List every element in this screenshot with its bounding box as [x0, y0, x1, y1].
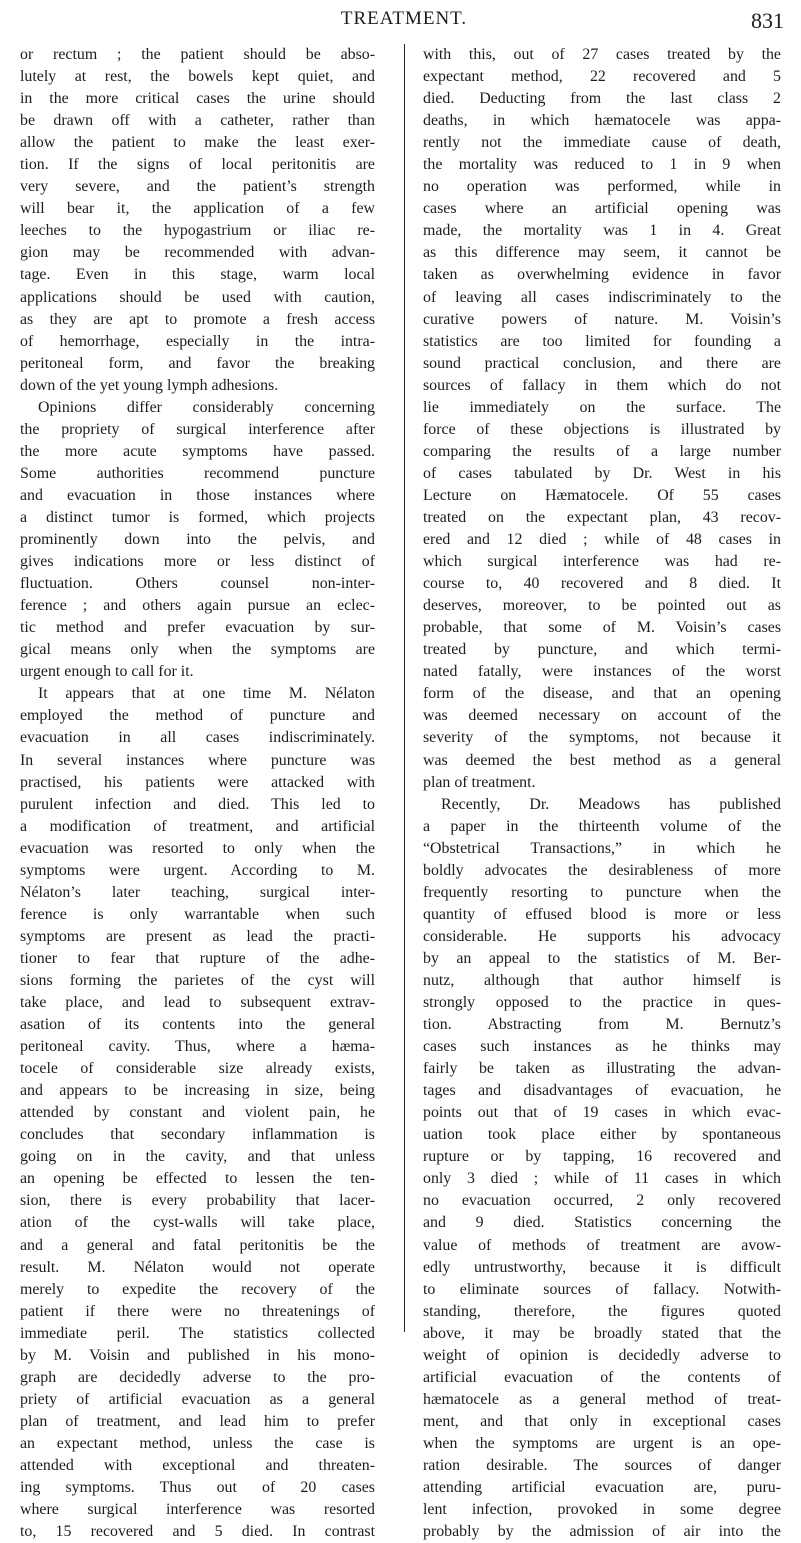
text-line: result. M. Nélaton would not operate — [20, 1258, 375, 1276]
text-line: form of the disease, and that an opening — [423, 685, 781, 703]
text-line: lie immediately on the surface. The — [423, 398, 781, 416]
text-line: fairly be taken as illustrating the advan- — [423, 1060, 781, 1078]
text-line: of cases tabulated by Dr. West in his — [423, 464, 781, 482]
text-line: nutz, although that author himself is — [423, 971, 781, 989]
text-line: course to, 40 recovered and 8 died. It — [423, 575, 781, 593]
text-line: boldly advocates the desirableness of more — [423, 861, 781, 879]
text-line: standing, therefore, the figures quoted — [423, 1302, 781, 1320]
text-line: gical means only when the symptoms are — [20, 641, 375, 659]
column-divider — [404, 44, 405, 1332]
text-line: an opening be effected to lessen the ten- — [20, 1170, 375, 1188]
right-column — [423, 44, 781, 1543]
text-line: of hemorrhage, especially in the intra- — [20, 332, 375, 350]
text-line: which surgical interference was had re- — [423, 553, 781, 571]
text-line: urgent enough to call for it. — [20, 663, 194, 681]
text-line: sources of fallacy in them which do not — [423, 376, 781, 394]
text-line: “Obstetrical Transactions,” in which he — [423, 839, 781, 857]
text-line: where surgical interference was resorted — [20, 1501, 375, 1519]
text-line: probably by the admission of air into the — [423, 1523, 781, 1541]
text-line: tioner to fear that rupture of the adhe- — [20, 949, 375, 967]
text-line: plan of treatment, and lead him to prefer — [20, 1412, 375, 1430]
text-line: leeches to the hypogastrium or iliac re- — [20, 222, 375, 240]
text-line: and a general and fatal peritonitis be the — [20, 1236, 375, 1254]
text-line: will bear it, the application of a few — [20, 200, 375, 218]
text-line: patient if there were no threatenings of — [20, 1302, 375, 1320]
text-line: peritoneal cavity. Thus, where a hæma- — [20, 1038, 375, 1056]
text-line: attended with exceptional and threaten- — [20, 1457, 375, 1474]
text-line: Opinions differ considerably concerning — [38, 398, 375, 416]
text-line: ment, and that only in exceptional cases — [423, 1412, 781, 1430]
text-line: evacuation in all cases indiscriminately. — [20, 729, 375, 747]
text-line: immediate peril. The statistics collected — [20, 1324, 375, 1342]
left-column — [20, 44, 375, 1543]
text-line: curative powers of nature. M. Voisin’s — [423, 310, 781, 328]
text-line: gives indications more or less distinct of — [20, 553, 375, 571]
running-title: TREATMENT. — [340, 8, 468, 29]
text-line: fluctuation. Others counsel non-inter- — [20, 575, 375, 593]
text-line: tage. Even in this stage, warm local — [20, 266, 375, 284]
text-line: severity of the symptoms, not because it — [423, 729, 781, 747]
text-line: tages and disadvantages of evacuation, he — [423, 1082, 781, 1100]
text-line: lent infection, provoked in some degree — [423, 1501, 781, 1519]
text-line: graph are decidedly adverse to the pro- — [20, 1368, 375, 1386]
text-line: taken as overwhelming evidence in favor — [423, 266, 781, 284]
text-line: very severe, and the patient’s strength — [20, 178, 375, 196]
text-line: practised, his patients were attacked with — [20, 773, 375, 791]
text-line: symptoms were urgent. According to M. — [20, 861, 375, 879]
text-line: going on in the cavity, and that unless — [20, 1148, 375, 1166]
text-line: be drawn off with a catheter, rather than — [20, 112, 375, 130]
text-line: by an appeal to the statistics of M. Ber- — [423, 949, 781, 967]
text-line: treated by puncture, and which termi- — [423, 641, 781, 659]
text-line: sions forming the parietes of the cyst will — [20, 971, 375, 989]
text-line: ference is only warrantable when such — [20, 905, 375, 923]
text-line: to, 15 recovered and 5 died. In contrast — [20, 1523, 375, 1541]
text-line: weight of opinion is decidedly adverse to — [423, 1346, 781, 1364]
text-line: ference ; and others again pursue an eclec- — [20, 597, 375, 615]
text-line: the propriety of surgical interference after — [20, 420, 375, 438]
text-line: with this, out of 27 cases treated by the — [423, 46, 781, 63]
text-line: was deemed necessary on account of the — [423, 707, 781, 725]
text-line: attended by constant and violent pain, he — [20, 1104, 375, 1122]
text-line: above, it may be broadly stated that the — [423, 1324, 781, 1342]
text-line: sound practical conclusion, and there are — [423, 354, 781, 372]
text-line: value of methods of treatment are avow- — [423, 1236, 781, 1254]
text-line: Recently, Dr. Meadows has published — [441, 795, 781, 813]
text-line: considerable. He supports his advocacy — [423, 927, 781, 945]
text-line: Some authorities recommend puncture — [20, 464, 375, 482]
text-line: deserves, moreover, to be pointed out as — [423, 597, 781, 615]
text-line: attending artificial evacuation are, puru- — [423, 1479, 781, 1497]
text-line: statistics are too limited for founding a — [423, 332, 781, 350]
running-header — [24, 8, 784, 32]
text-line: artificial evacuation of the contents of — [423, 1368, 781, 1386]
text-line: by M. Voisin and published in his mono- — [20, 1346, 375, 1364]
text-line: was deemed the best method as a general — [423, 751, 781, 769]
text-line: allow the patient to make the least exer- — [20, 134, 375, 152]
text-line: applications should be used with caution, — [20, 288, 375, 306]
text-line: to eliminate sources of fallacy. Notwith- — [423, 1280, 781, 1298]
text-line: only 3 died ; while of 11 cases in which — [423, 1170, 781, 1188]
text-line: purulent infection and died. This led to — [20, 795, 375, 813]
text-line: plan of treatment. — [423, 773, 536, 791]
text-line: lutely at rest, the bowels kept quiet, and — [20, 68, 375, 86]
text-line: cases such instances as he thinks may — [423, 1038, 781, 1056]
text-line: probable, that some of M. Voisin’s cases — [423, 619, 781, 637]
text-line: prominently down into the pelvis, and — [20, 531, 375, 549]
text-line: asation of its contents into the general — [20, 1016, 375, 1034]
page-number: 831 — [751, 8, 784, 33]
text-line: tic method and prefer evacuation by sur- — [20, 619, 375, 637]
text-line: sion, there is every probability that lacer- — [20, 1192, 375, 1210]
text-line: frequently resorting to puncture when the — [423, 883, 781, 901]
text-line: peritoneal form, and favor the breaking — [20, 354, 375, 372]
text-line: symptoms are present as lead the practi- — [20, 927, 375, 945]
text-line: take place, and lead to subsequent extrav- — [20, 994, 375, 1012]
text-line: quantity of effused blood is more or less — [423, 905, 781, 923]
text-line: tion. If the signs of local peritonitis are — [20, 156, 375, 174]
text-line: rupture or by tapping, 16 recovered and — [423, 1148, 781, 1166]
text-line: as they are apt to promote a fresh access — [20, 310, 375, 328]
text-line: tion. Abstracting from M. Bernutz’s — [423, 1016, 781, 1034]
text-line: expectant method, 22 recovered and 5 — [423, 68, 781, 86]
text-line: points out that of 19 cases in which evac- — [423, 1104, 781, 1122]
text-line: force of these objections is illustrated by — [423, 420, 781, 438]
text-line: made, the mortality was 1 in 4. Great — [423, 222, 781, 240]
text-line: strongly opposed to the practice in ques- — [423, 994, 781, 1012]
text-line: nated fatally, were instances of the worst — [423, 663, 781, 681]
text-line: no operation was performed, while in — [423, 178, 781, 196]
text-line: ation of the cyst-walls will take place, — [20, 1214, 375, 1232]
text-line: or rectum ; the patient should be abso- — [20, 46, 375, 63]
text-line: of leaving all cases indiscriminately to the — [423, 288, 781, 306]
text-line: priety of artificial evacuation as a general — [20, 1390, 375, 1408]
text-line: when the symptoms are urgent is an ope- — [423, 1434, 781, 1452]
text-line: ration desirable. The sources of danger — [423, 1457, 781, 1474]
text-line: gion may be recommended with advan- — [20, 244, 375, 262]
text-line: ing symptoms. Thus out of 20 cases — [20, 1479, 375, 1497]
text-line: the more acute symptoms have passed. — [20, 442, 375, 460]
text-line: Nélaton’s later teaching, surgical inter- — [20, 883, 375, 901]
text-line: down of the yet young lymph adhesions. — [20, 376, 279, 394]
text-line: comparing the results of a large number — [423, 442, 781, 460]
text-line: and appears to be increasing in size, being — [20, 1082, 375, 1100]
text-line: and evacuation in those instances where — [20, 486, 375, 504]
text-line: deaths, in which hæmatocele was appa- — [423, 112, 781, 130]
text-line: tocele of considerable size already exists, — [20, 1060, 375, 1078]
text-line: a distinct tumor is formed, which projects — [20, 508, 375, 526]
text-line: and 9 died. Statistics concerning the — [423, 1214, 781, 1232]
text-line: employed the method of puncture and — [20, 707, 375, 725]
text-line: a paper in the thirteenth volume of the — [423, 817, 781, 835]
text-line: uation took place either by spontaneous — [423, 1126, 781, 1144]
text-line: concludes that secondary inflammation is — [20, 1126, 375, 1144]
text-line: no evacuation occurred, 2 only recovered — [423, 1192, 781, 1210]
text-line: edly untrustworthy, because it is difficult — [423, 1258, 781, 1276]
text-line: hæmatocele as a general method of treat- — [423, 1390, 781, 1408]
text-line: treated on the expectant plan, 43 recov- — [423, 508, 781, 526]
text-line: evacuation was resorted to only when the — [20, 839, 375, 857]
text-line: In several instances where puncture was — [20, 751, 375, 769]
text-line: as this difference may seem, it cannot be — [423, 244, 781, 262]
text-line: It appears that at one time M. Nélaton — [38, 685, 375, 703]
text-line: cases where an artificial opening was — [423, 200, 781, 218]
text-line: merely to expedite the recovery of the — [20, 1280, 375, 1298]
text-line: the mortality was reduced to 1 in 9 when — [423, 156, 781, 174]
text-line: in the more critical cases the urine should — [20, 90, 375, 108]
text-line: ered and 12 died ; while of 48 cases in — [423, 531, 781, 549]
text-line: Lecture on Hæmatocele. Of 55 cases — [423, 486, 781, 504]
text-line: died. Deducting from the last class 2 — [423, 90, 781, 108]
text-line: a modification of treatment, and artificial — [20, 817, 375, 835]
text-line: an expectant method, unless the case is — [20, 1434, 375, 1452]
text-line: rently not the immediate cause of death, — [423, 134, 781, 152]
